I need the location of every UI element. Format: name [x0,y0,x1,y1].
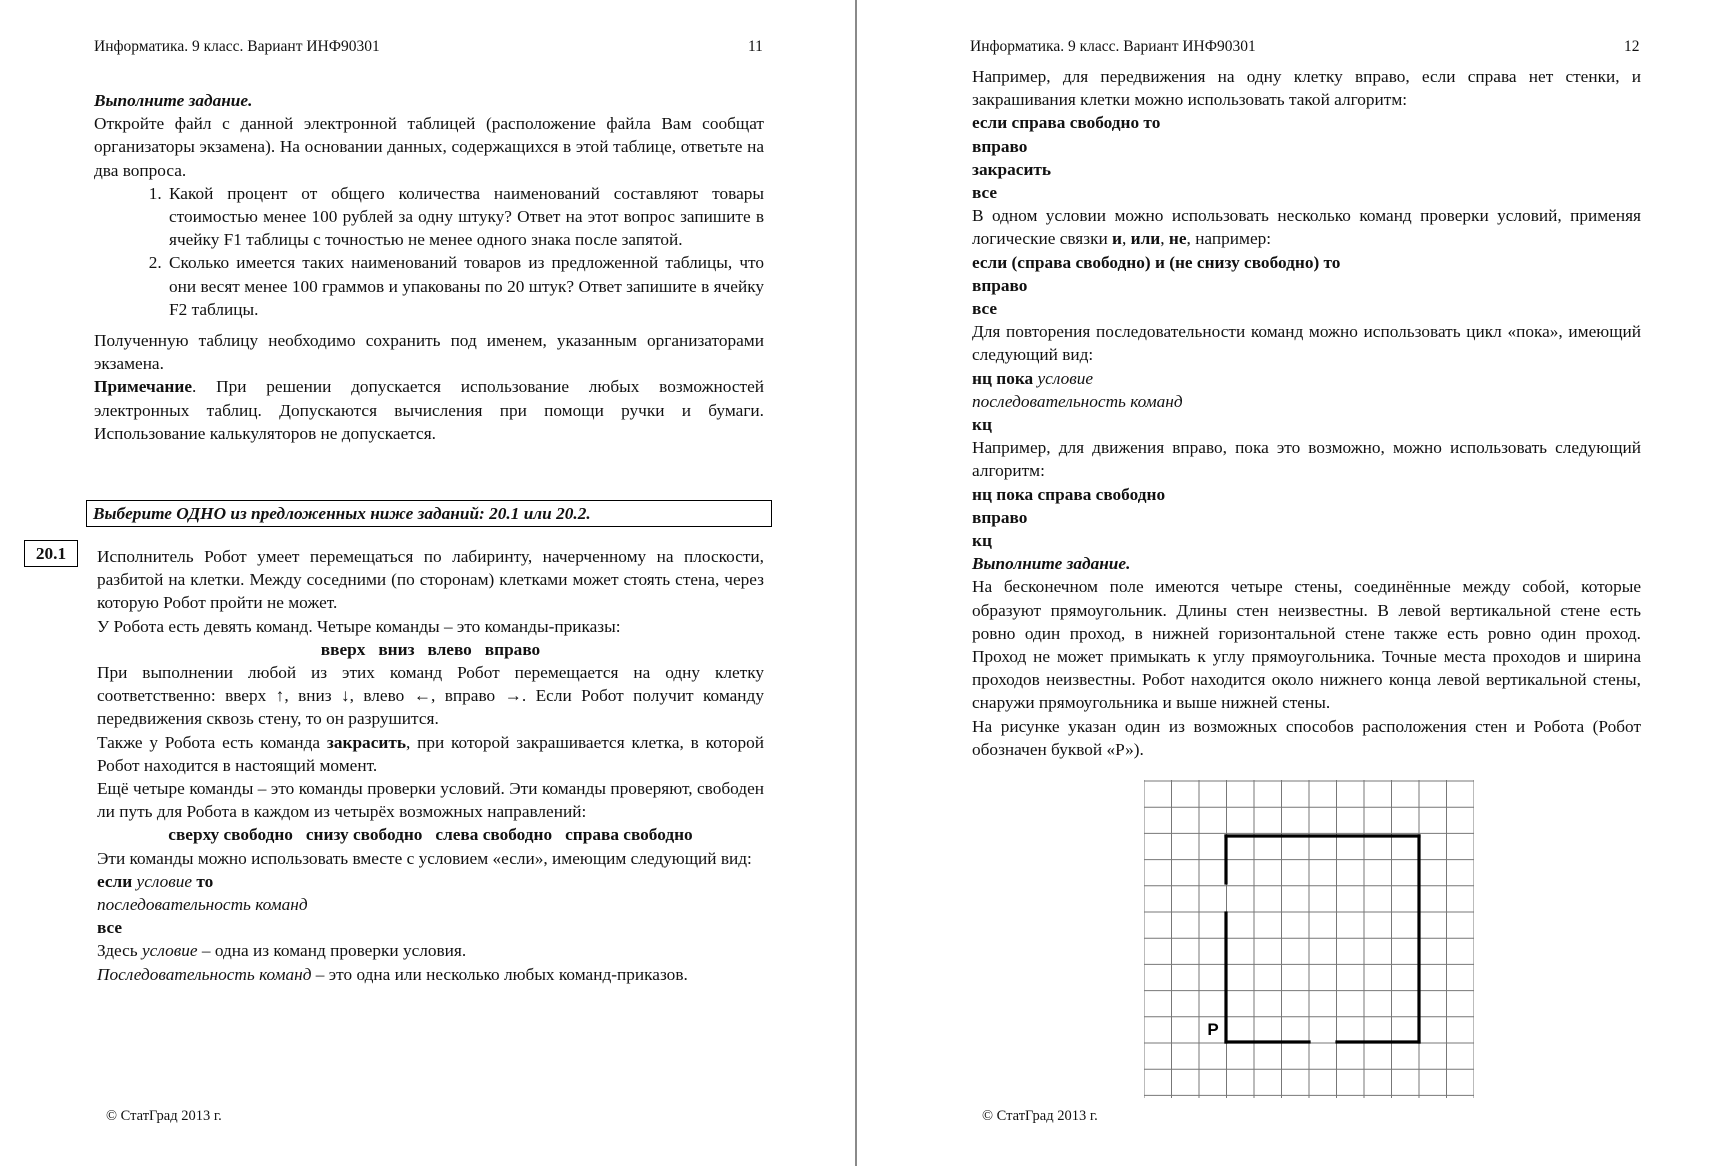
example-3-line-2: вправо [972,507,1028,527]
page-footer: © СтатГрад 2013 г. [106,1108,222,1124]
end-keyword: все [97,918,123,938]
check-commands: сверху свободно снизу свободно слева свободно справа свободно [168,825,693,845]
page-11 [0,0,855,1166]
logic-paragraph [972,204,1641,250]
then-keyword: то [196,871,214,891]
note-paragraph [94,375,764,445]
task-20-1-block [97,545,764,986]
loop-syntax [972,367,1641,390]
question-2: 2. Сколько имеется таких наименований товаров из предложенной таблицы, что они весят менее 100 граммов и упакованы по 20 штук? Ответ запишите в ячейку F2 таблицы. [166,251,764,321]
loop-keyword: нц пока [972,368,1034,388]
question-1: 1. Какой процент от общего количества наименований составляют товары стоимостью менее 100 рублей за одну штуку? Ответ на этот вопрос запишите в ячейку F1 таблицы с точностью не менее одного знака после запятой. [166,182,764,252]
nine-commands: У Робота есть девять команд. Четыре команды – это команды-приказы: [97,616,621,636]
logic-post: , например: [1186,229,1272,249]
paint-post: , при которой закрашивается клетка, в которой Робот находится в настоящий момент. [97,732,765,775]
if-syntax [97,870,764,893]
example-2-line-3: все [972,299,998,319]
seq-def-post: – это одна или несколько любых команд-приказов. [311,964,688,984]
if-sequence: последовательность команд [97,895,308,915]
task-number-badge: 20.1 [24,540,78,567]
if-keyword: если [97,871,133,891]
page-number: 12 [1624,38,1640,55]
page-header: Информатика. 9 класс. Вариант ИНФ90301 [970,38,1256,55]
page-number: 11 [748,38,763,55]
example-3-line-3: кц [972,531,992,551]
save-note: Полученную таблицу необходимо сохранить под именем, указанным организаторами экзамена. [94,331,764,374]
sequence-definition [97,963,764,986]
paint-paragraph [97,731,764,777]
robot-intro: Исполнитель Робот умеет перемещаться по лабиринту, начерченному на плоскости, разбитой на клетки. Между соседними (по сторонам) клетками может стоять стена, через которую Робот пройти не может. [97,547,764,613]
robot-label: Р [1207,1020,1219,1039]
loop-end: кц [972,415,992,435]
logic-sep-2: , [1160,229,1169,249]
figure-caption: На рисунке указан один из возможных способов расположения стен и Робота (Робот обозначен буквой «Р»). [972,716,1641,759]
page-header: Информатика. 9 класс. Вариант ИНФ90301 [94,38,380,55]
task-19-block [94,89,764,445]
logic-sep-1: , [1122,229,1131,249]
page-12 [858,0,1712,1166]
choice-banner: Выберите ОДНО из предложенных ниже заданий: 20.1 или 20.2. [86,500,772,527]
paint-command: закрасить [326,732,406,752]
paint-pre: Также у Робота есть команда [97,732,327,752]
seq-def-word: Последовательность команд [97,964,312,984]
move-commands: вверх вниз влево вправо [320,639,541,659]
cond-pre: Здесь [97,941,142,961]
question-list [94,182,764,321]
loop-sequence: последовательность команд [972,391,1183,411]
task-title: Выполните задание. [94,91,253,110]
example-2-line-2: вправо [972,275,1028,295]
example-1-line-4: все [972,183,998,203]
cond-post: – одна из команд проверки условия. [197,941,467,961]
logic-and: и [1112,229,1123,249]
logic-not: не [1168,229,1187,249]
task-intro: Откройте файл с данной электронной таблицей (расположение файла Вам сообщат организаторы экзамена). На основании данных, содержащихся в этой таблице, ответьте на два вопроса. [94,114,764,180]
loop-condition: условие [1037,368,1094,388]
note-text: . При решении допускается использование любых возможностей электронных таблиц. Допускаются вычисления при помощи ручки и бумаги. Использование калькуляторов не допускается. [94,377,764,443]
example-3-line-1: нц пока справа свободно [972,484,1166,504]
move-explain: При выполнении любой из этих команд Робот перемещается на одну клетку соответственно: вверх ↑, вниз ↓, влево ←, вправо →. Если Робот получит команду передвижения сквозь стену, то он разрушится. [97,663,764,729]
logic-or: или [1130,229,1161,249]
loop-intro: Для повторения последовательности команд можно использовать цикл «пока», имеющий следующий вид: [972,322,1641,365]
example-1-line-2: вправо [972,136,1028,156]
if-intro: Эти команды можно использовать вместе с условием «если», имеющим следующий вид: [97,848,752,868]
example-1-line-1: если справа свободно то [972,113,1161,133]
condition-definition [97,939,764,962]
if-condition: условие [136,871,193,891]
maze-figure [1144,780,1474,1098]
page-footer: © СтатГрад 2013 г. [982,1108,1098,1124]
task-text: На бесконечном поле имеются четыре стены, соединённые между собой, которые образуют прямоугольник. Длины стен неизвестны. В левой вертикальной стене есть ровно один проход, в нижней горизонтальной стене также есть ровно один проход. Проход не может примыкать к углу прямоугольника. Точные места проходов и ширина проходов неизвестны. Робот находится около нижнего конца левой вертикальной стены, снаружи прямоугольника и выше нижней стены. [972,577,1641,713]
algorithms-block [972,65,1641,761]
loop-example-intro: Например, для движения вправо, пока это возможно, можно использовать следующий алгоритм: [972,438,1641,481]
example-2-line-1: если (справа свободно) и (не снизу свободно) то [972,252,1341,272]
page-divider [855,0,857,1166]
example-1-line-3: закрасить [972,159,1052,179]
task-title: Выполните задание. [972,554,1131,574]
cond-word: условие [142,941,198,961]
note-label: Примечание [94,377,192,397]
logic-pre: В одном условии можно использовать несколько команд проверки условий, применяя логические связки [972,206,1641,249]
check-intro: Ещё четыре команды – это команды проверки условий. Эти команды проверяют, свободен ли путь для Робота в каждом из четырёх возможных направлений: [97,779,764,822]
example-intro: Например, для передвижения на одну клетку вправо, если справа нет стенки, и закрашивания клетки можно использовать такой алгоритм: [972,67,1641,110]
